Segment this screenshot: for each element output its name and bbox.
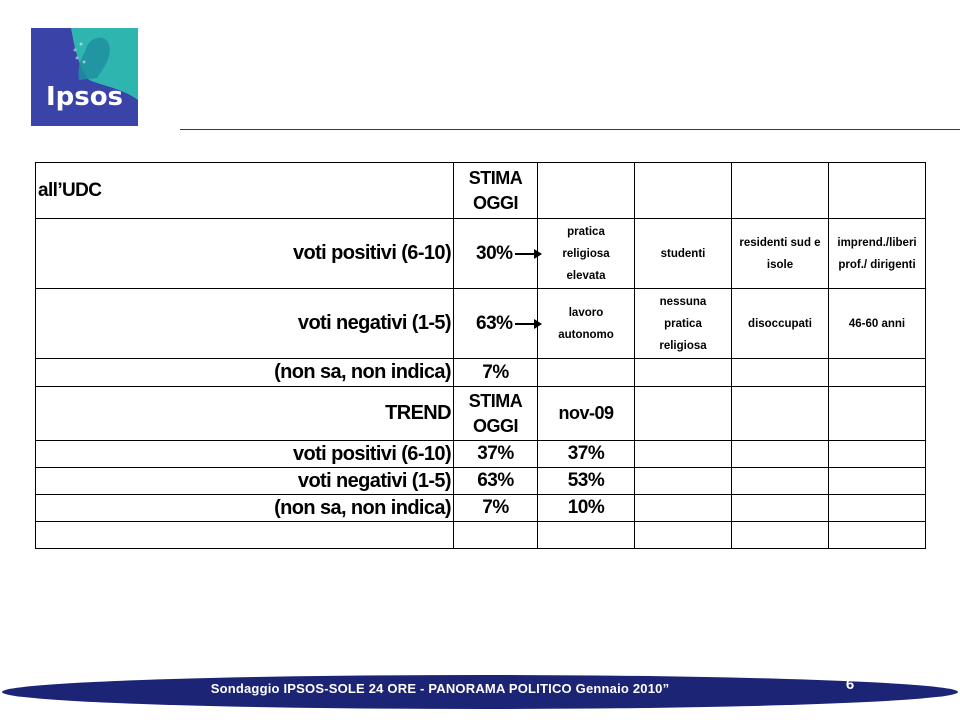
trend-row bbox=[36, 468, 926, 495]
nov09-value: 37% bbox=[538, 441, 635, 468]
segment-cell bbox=[635, 289, 732, 359]
empty-cell bbox=[635, 495, 732, 522]
empty-cell bbox=[732, 495, 829, 522]
trend-label: TREND bbox=[36, 387, 454, 441]
segment-cell bbox=[538, 289, 635, 359]
udc-rating-table bbox=[35, 162, 926, 549]
segment-cell-line: lavoro bbox=[568, 306, 604, 319]
empty-cell bbox=[732, 441, 829, 468]
stima-oggi-header bbox=[454, 387, 538, 441]
empty-cell bbox=[829, 359, 926, 387]
segment-cell-line: studenti bbox=[660, 247, 706, 260]
oggi-value: 63% bbox=[454, 468, 538, 495]
empty-cell bbox=[829, 163, 926, 219]
oggi-value: 37% bbox=[454, 441, 538, 468]
row-label: voti positivi (6-10) bbox=[36, 441, 454, 468]
segment-cell-line: religiosa bbox=[562, 247, 610, 260]
empty-cell bbox=[829, 495, 926, 522]
stima-oggi-header-line: OGGI bbox=[472, 415, 518, 436]
arrow-right-icon bbox=[515, 248, 543, 260]
empty-cell bbox=[635, 468, 732, 495]
row-label: voti positivi (6-10) bbox=[36, 219, 454, 289]
segment-row bbox=[36, 219, 926, 289]
segment-cell-line: imprend./liberi bbox=[837, 236, 917, 249]
stima-oggi-header-line: STIMA bbox=[468, 390, 523, 411]
segment-cell bbox=[829, 219, 926, 289]
value-wrap bbox=[454, 290, 537, 358]
value-percent: 30% bbox=[476, 242, 513, 264]
segment-cell bbox=[732, 289, 829, 359]
empty-cell bbox=[635, 163, 732, 219]
value-wrap bbox=[454, 220, 537, 288]
value-cell bbox=[454, 289, 538, 359]
empty-cell bbox=[635, 359, 732, 387]
empty-cell bbox=[36, 522, 454, 549]
logo-wordmark: Ipsos bbox=[45, 82, 124, 112]
empty-cell bbox=[635, 522, 732, 549]
segment-cell-line: autonomo bbox=[558, 328, 614, 341]
header-divider bbox=[180, 129, 960, 130]
segment-cell-line: pratica bbox=[664, 317, 702, 330]
segment-cell-line: 46-60 anni bbox=[848, 317, 906, 330]
empty-row bbox=[36, 522, 926, 549]
party-label: all’UDC bbox=[36, 163, 454, 219]
nov09-value: 10% bbox=[538, 495, 635, 522]
segment-cell-line: nessuna bbox=[659, 295, 707, 308]
segment-cell-line: isole bbox=[766, 258, 794, 271]
segment-cell bbox=[732, 219, 829, 289]
empty-cell bbox=[538, 163, 635, 219]
segment-cell-line: prof./ dirigenti bbox=[838, 258, 916, 271]
header-row bbox=[36, 163, 926, 219]
row-label: voti negativi (1-5) bbox=[36, 468, 454, 495]
nov09-header: nov-09 bbox=[538, 387, 635, 441]
arrow-right-icon bbox=[515, 318, 543, 330]
empty-cell bbox=[829, 387, 926, 441]
trend-row bbox=[36, 441, 926, 468]
empty-cell bbox=[732, 359, 829, 387]
empty-cell bbox=[829, 468, 926, 495]
trend-row bbox=[36, 495, 926, 522]
row-label: (non sa, non indica) bbox=[36, 359, 454, 387]
empty-cell bbox=[635, 387, 732, 441]
empty-cell bbox=[732, 522, 829, 549]
nov09-value: 53% bbox=[538, 468, 635, 495]
empty-cell bbox=[538, 359, 635, 387]
empty-cell bbox=[829, 522, 926, 549]
trend-header-row bbox=[36, 387, 926, 441]
segment-cell-line: elevata bbox=[566, 269, 606, 282]
segment-row bbox=[36, 289, 926, 359]
row-label: voti negativi (1-5) bbox=[36, 289, 454, 359]
value-cell: 7% bbox=[454, 359, 538, 387]
empty-cell bbox=[635, 441, 732, 468]
stima-oggi-header-line: STIMA bbox=[468, 167, 523, 188]
segment-cell-line: religiosa bbox=[659, 339, 707, 352]
segment-cell-line: residenti sud e bbox=[739, 236, 821, 249]
stima-oggi-header bbox=[454, 163, 538, 219]
segment-cell bbox=[635, 219, 732, 289]
nonsa-row bbox=[36, 359, 926, 387]
footer-source-note: Sondaggio IPSOS-SOLE 24 ORE - PANORAMA POLITICO Gennaio 2010” bbox=[210, 681, 670, 696]
value-percent: 63% bbox=[476, 312, 513, 334]
row-label: (non sa, non indica) bbox=[36, 495, 454, 522]
segment-cell bbox=[538, 219, 635, 289]
empty-cell bbox=[732, 468, 829, 495]
empty-cell bbox=[732, 163, 829, 219]
segment-cell-line: disoccupati bbox=[748, 317, 812, 330]
stima-oggi-header-line: OGGI bbox=[472, 192, 518, 213]
oggi-value: 7% bbox=[454, 495, 538, 522]
empty-cell bbox=[732, 387, 829, 441]
empty-cell bbox=[538, 522, 635, 549]
segment-cell bbox=[829, 289, 926, 359]
segment-cell-line: pratica bbox=[567, 225, 605, 238]
value-cell bbox=[454, 219, 538, 289]
empty-cell bbox=[829, 441, 926, 468]
empty-cell bbox=[454, 522, 538, 549]
page-number: 6 bbox=[845, 676, 855, 693]
